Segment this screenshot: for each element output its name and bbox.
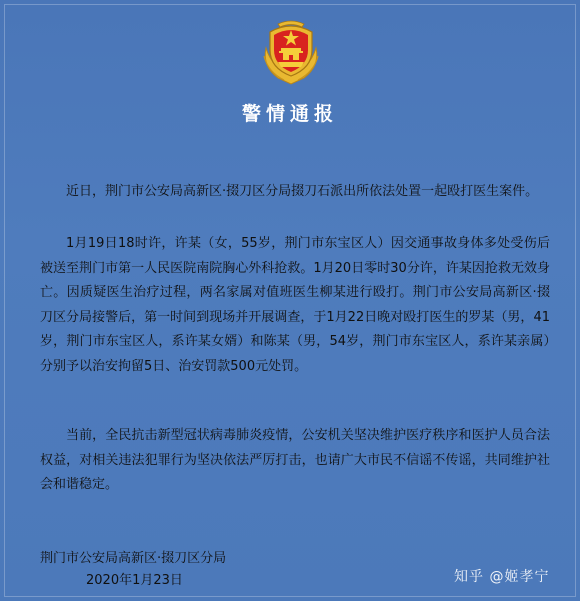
zhihu-watermark: 知乎 @姬孝宁 xyxy=(454,569,550,585)
issue-date: 2020年1月23日 xyxy=(86,573,183,588)
notice-title: 警情通报 xyxy=(241,103,338,125)
issuing-organization: 荆门市公安局高新区·掇刀区分局 xyxy=(40,551,227,566)
paragraph-details: 1月19日18时许，许某（女，55岁，荆门市东宝区人）因交通事故身体多处受伤后被送至荆门市第一人民医院南院胸心外科抢救。1月20日零时30分许，许某因抢救无效身亡。因质疑医生治疗过程，两名家属对值班医生柳某进行殴打。荆门市公安局高新区·掇刀区分局接警后，第一时间到现场并开展调查，于1月22日晚对殴打医生的罗某（男，41岁，荆门市东宝区人，系许某女婿）和陈某（男，54岁，荆门市东宝区人，系许某亲属）分别予以治安拘留5日、治安罚款500元处罚。 xyxy=(40,236,550,374)
police-emblem-icon xyxy=(258,18,324,86)
paragraph-intro: 近日，荆门市公安局高新区·掇刀区分局掇刀石派出所依法处置一起殴打医生案件。 xyxy=(66,184,539,199)
paragraph-appeal: 当前，全民抗击新型冠状病毒肺炎疫情，公安机关坚决维护医疗秩序和医护人员合法权益，对相关违法犯罪行为坚决依法严厉打击，也请广大市民不信谣不传谣，共同维护社会和谐稳定。 xyxy=(40,428,550,492)
